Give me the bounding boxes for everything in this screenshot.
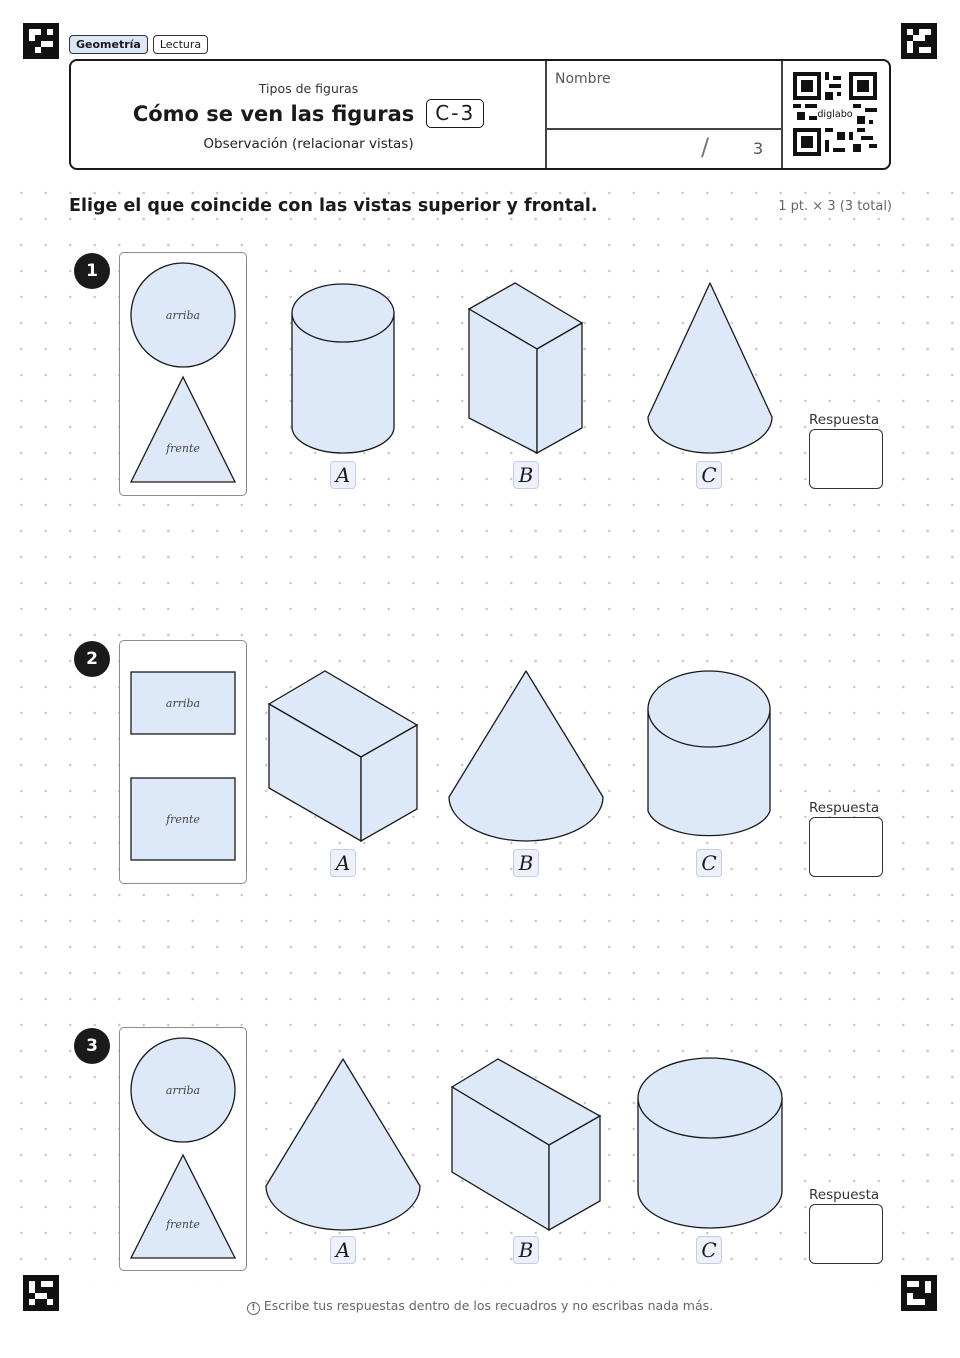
footer-note <box>0 1298 960 1315</box>
option-figure-box <box>464 281 588 461</box>
divider <box>546 128 781 130</box>
option-label-c[interactable]: C <box>696 1236 722 1264</box>
front-view-label: frente <box>166 1218 200 1231</box>
category-label: Tipos de figuras <box>258 81 359 96</box>
points-info: 1 pt. × 3 (3 total) <box>778 199 892 214</box>
worksheet-header <box>69 59 891 170</box>
option-label-a[interactable]: A <box>330 461 356 489</box>
front-view-label: frente <box>166 442 200 455</box>
option-label-a[interactable]: A <box>330 849 356 877</box>
option-figure-cylinder <box>633 1056 787 1236</box>
views-drawing <box>120 1028 246 1270</box>
views-drawing <box>120 253 246 495</box>
option-label-b[interactable]: B <box>513 849 539 877</box>
footer-text: Escribe tus respuestas dentro de los recuadros y no escribas nada más. <box>263 1298 714 1313</box>
worksheet-code: C-3 <box>426 99 484 128</box>
worksheet-subtitle: Observación (relacionar vistas) <box>203 136 414 152</box>
option-figure-cone <box>444 669 608 849</box>
answer-label: Respuesta <box>809 800 880 816</box>
problem-2 <box>0 641 960 891</box>
views-panel <box>119 1027 247 1271</box>
option-label-b[interactable]: B <box>513 461 539 489</box>
tag-reading: Lectura <box>153 35 208 54</box>
top-view-label: arriba <box>165 309 201 322</box>
answer-box-2[interactable] <box>809 817 883 877</box>
problem-3 <box>0 1028 960 1278</box>
views-drawing <box>120 641 246 883</box>
instruction-text: Elige el que coincide con las vistas superior y frontal. <box>69 196 598 216</box>
option-figure-box <box>447 1056 605 1236</box>
answer-label: Respuesta <box>809 412 880 428</box>
qr-brand: diglabo <box>817 109 853 121</box>
divider <box>545 61 547 168</box>
option-label-a[interactable]: A <box>330 1236 356 1264</box>
score-total: 3 <box>753 139 764 158</box>
answer-box-1[interactable] <box>809 429 883 489</box>
corner-marker-top-right <box>901 23 937 59</box>
option-figure-box <box>264 669 422 849</box>
front-view-label: frente <box>166 813 200 826</box>
top-view-label: arriba <box>165 697 201 710</box>
bottom-margin <box>0 1284 960 1358</box>
option-label-c[interactable]: C <box>696 461 722 489</box>
answer-box-3[interactable] <box>809 1204 883 1264</box>
option-figure-cylinder <box>285 281 401 461</box>
views-panel <box>119 640 247 884</box>
tag-geometry: Geometría <box>69 35 148 54</box>
tag-list <box>69 35 208 54</box>
front-view-triangle <box>131 1155 235 1258</box>
worksheet-title: Cómo se ven las figuras <box>132 101 415 126</box>
problem-number-badge: 1 <box>74 253 110 289</box>
option-label-c[interactable]: C <box>696 849 722 877</box>
title-row <box>71 99 546 128</box>
views-panel <box>119 252 247 496</box>
divider <box>781 61 783 168</box>
problem-1 <box>0 253 960 503</box>
title-area <box>71 61 546 168</box>
problem-number-badge: 2 <box>74 641 110 677</box>
info-icon: ! <box>247 1302 260 1315</box>
option-figure-cylinder <box>643 669 777 849</box>
top-view-label: arriba <box>165 1084 201 1097</box>
qr-code <box>793 72 877 156</box>
option-figure-cone <box>261 1056 425 1236</box>
option-label-b[interactable]: B <box>513 1236 539 1264</box>
answer-label: Respuesta <box>809 1187 880 1203</box>
corner-marker-top-left <box>23 23 59 59</box>
score-slash: / <box>701 133 710 161</box>
name-field-label: Nombre <box>555 71 611 87</box>
front-view-triangle <box>131 377 235 482</box>
option-figure-cone <box>643 281 777 461</box>
problem-number-badge: 3 <box>74 1028 110 1064</box>
